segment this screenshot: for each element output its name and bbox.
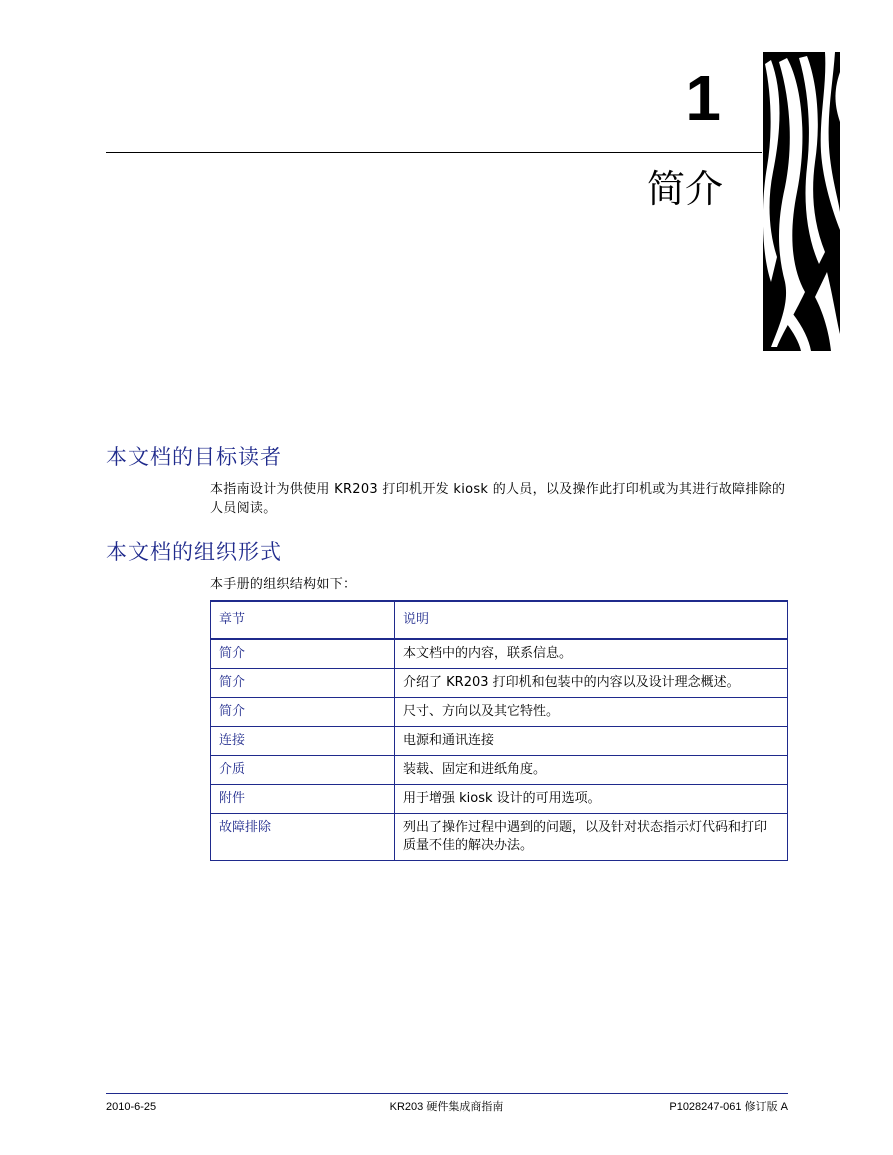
table-row: [211, 639, 788, 669]
description-cell: 尺寸、方向以及其它特性。: [395, 698, 788, 727]
chapter-link[interactable]: 简介: [211, 639, 395, 669]
section-heading-audience: 本文档的目标读者: [106, 445, 282, 469]
chapter-link[interactable]: 简介: [211, 669, 395, 698]
chapter-link[interactable]: 介质: [211, 756, 395, 785]
description-cell: 用于增强 kiosk 设计的可用选项。: [395, 785, 788, 814]
chapter-link[interactable]: 附件: [211, 785, 395, 814]
table-row: [211, 785, 788, 814]
chapter-link[interactable]: 连接: [211, 727, 395, 756]
section-heading-organization: 本文档的组织形式: [106, 540, 282, 564]
description-cell: 介绍了 KR203 打印机和包装中的内容以及设计理念概述。: [395, 669, 788, 698]
organization-table: [210, 600, 788, 861]
footer-rule: [106, 1093, 788, 1094]
column-header-description: 说明: [395, 601, 788, 639]
footer-date: 2010-6-25: [106, 1101, 157, 1113]
chapter-link[interactable]: 简介: [211, 698, 395, 727]
zebra-stripe-logo: [763, 52, 840, 351]
chapter-link[interactable]: 故障排除: [211, 814, 395, 861]
table-row: [211, 756, 788, 785]
table-header-row: [211, 601, 788, 639]
column-header-chapter: 章节: [211, 601, 395, 639]
table-row: [211, 669, 788, 698]
table-row: [211, 727, 788, 756]
chapter-number: 1: [685, 62, 721, 134]
description-cell: 本文档中的内容，联系信息。: [395, 639, 788, 669]
description-cell: 列出了操作过程中遇到的问题，以及针对状态指示灯代码和打印质量不佳的解决办法。: [395, 814, 788, 861]
description-cell: 电源和通讯连接: [395, 727, 788, 756]
chapter-title: 简介: [646, 167, 723, 211]
footer-part-number: P1028247-061 修订版 A: [669, 1101, 788, 1113]
table-row: [211, 814, 788, 861]
footer-title: KR203 硬件集成商指南: [389, 1101, 504, 1113]
organization-intro: 本手册的组织结构如下：: [210, 577, 357, 592]
audience-paragraph: 本指南设计为供使用 KR203 打印机开发 kiosk 的人员，以及操作此打印机或为其进行故障排除的人员阅读。: [210, 482, 786, 516]
table-row: [211, 698, 788, 727]
description-cell: 装载、固定和进纸角度。: [395, 756, 788, 785]
header-rule: [106, 152, 762, 153]
